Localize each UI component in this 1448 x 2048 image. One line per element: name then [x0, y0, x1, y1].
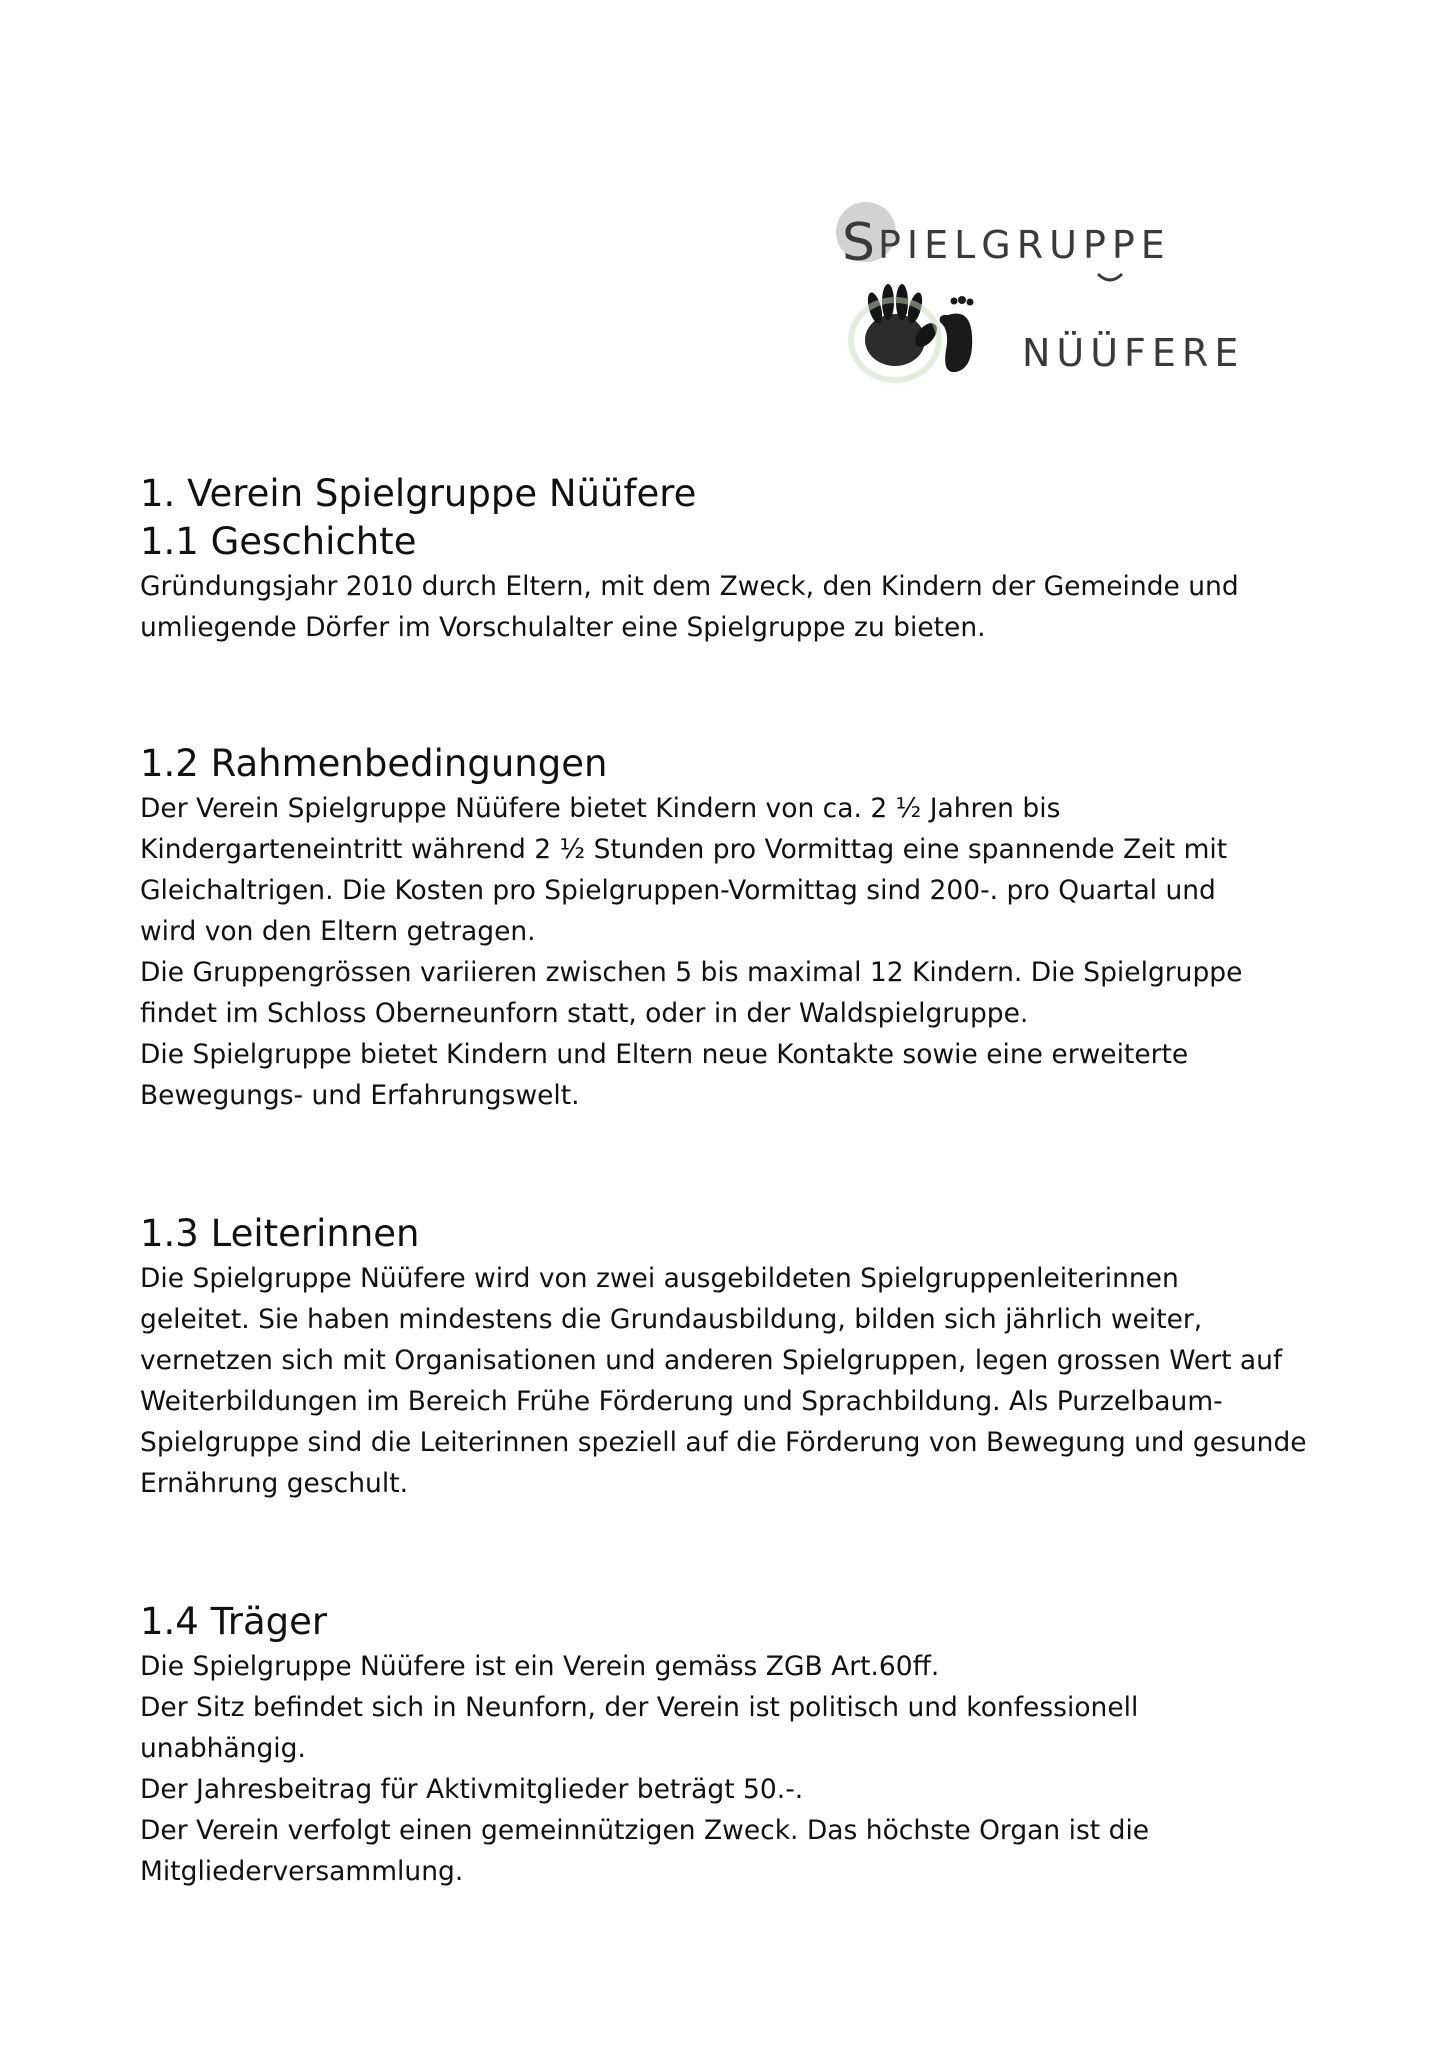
- paragraph-line: vernetzen sich mit Organisationen und anderen Spielgruppen, legen grossen Wert auf: [140, 1345, 1283, 1376]
- paragraph-line: Die Spielgruppe Nüüfere wird von zwei ausgebildeten Spielgruppenleiterinnen: [140, 1263, 1179, 1294]
- paragraph-line: Bewegungs- und Erfahrungswelt.: [140, 1080, 580, 1111]
- hand-print-icon: [851, 284, 941, 380]
- section-heading: 1.4 Träger: [140, 1600, 328, 1643]
- paragraph-line: Die Spielgruppe bietet Kindern und Eltern neue Kontakte sowie eine erweiterte: [140, 1039, 1189, 1070]
- paragraph-line: Der Verein verfolgt einen gemeinnützigen Zweck. Das höchste Organ ist die: [140, 1815, 1150, 1846]
- paragraph-line: Der Sitz befindet sich in Neunforn, der Verein ist politisch und konfessionell: [140, 1692, 1139, 1723]
- logo-line1: PIELGRUPPE: [878, 223, 1171, 267]
- paragraph-line: Der Jahresbeitrag für Aktivmitglieder beträgt 50.-.: [140, 1774, 804, 1805]
- foot-print-icon: [940, 296, 974, 372]
- paragraph-line: Weiterbildungen im Bereich Frühe Förderung und Sprachbildung. Als Purzelbaum-: [140, 1386, 1223, 1417]
- section-heading: 1.3 Leiterinnen: [140, 1212, 420, 1255]
- section-heading: 1.2 Rahmenbedingungen: [140, 742, 608, 785]
- paragraph-line: Gründungsjahr 2010 durch Eltern, mit dem Zweck, den Kindern der Gemeinde und: [140, 571, 1239, 602]
- section-heading: 1.1 Geschichte: [140, 520, 417, 563]
- document-body: [140, 470, 1330, 1892]
- paragraph-line: Mitgliederversammlung.: [140, 1856, 464, 1887]
- paragraph-line: geleitet. Sie haben mindestens die Grundausbildung, bilden sich jährlich weiter,: [140, 1304, 1203, 1335]
- logo-line2: NÜÜFERE: [1022, 331, 1245, 375]
- paragraph-line: Ernährung geschult.: [140, 1468, 409, 1499]
- svg-text:S: S: [842, 213, 878, 273]
- paragraph-line: wird von den Eltern getragen.: [140, 916, 536, 947]
- paragraph-line: Gleichaltrigen. Die Kosten pro Spielgruppen-Vormittag sind 200-. pro Quartal und: [140, 875, 1216, 906]
- document-title: 1. Verein Spielgruppe Nüüfere: [140, 472, 697, 515]
- paragraph-line: unabhängig.: [140, 1733, 306, 1764]
- paragraph-line: findet im Schloss Oberneunforn statt, oder in der Waldspielgruppe.: [140, 998, 1029, 1029]
- paragraph-line: Die Spielgruppe Nüüfere ist ein Verein gemäss ZGB Art.60ff.: [140, 1651, 940, 1682]
- paragraph-line: Kindergarteneintritt während 2 ½ Stunden pro Vormittag eine spannende Zeit mit: [140, 834, 1228, 865]
- paragraph-line: Die Gruppengrössen variieren zwischen 5 bis maximal 12 Kindern. Die Spielgruppe: [140, 957, 1243, 988]
- paragraph-line: Spielgruppe sind die Leiterinnen speziell auf die Förderung von Bewegung und gesunde: [140, 1427, 1307, 1458]
- paragraph-line: umliegende Dörfer im Vorschulalter eine Spielgruppe zu bieten.: [140, 612, 986, 643]
- spielgruppe-logo: [830, 190, 1270, 390]
- paragraph-line: Der Verein Spielgruppe Nüüfere bietet Kindern von ca. 2 ½ Jahren bis: [140, 793, 1061, 824]
